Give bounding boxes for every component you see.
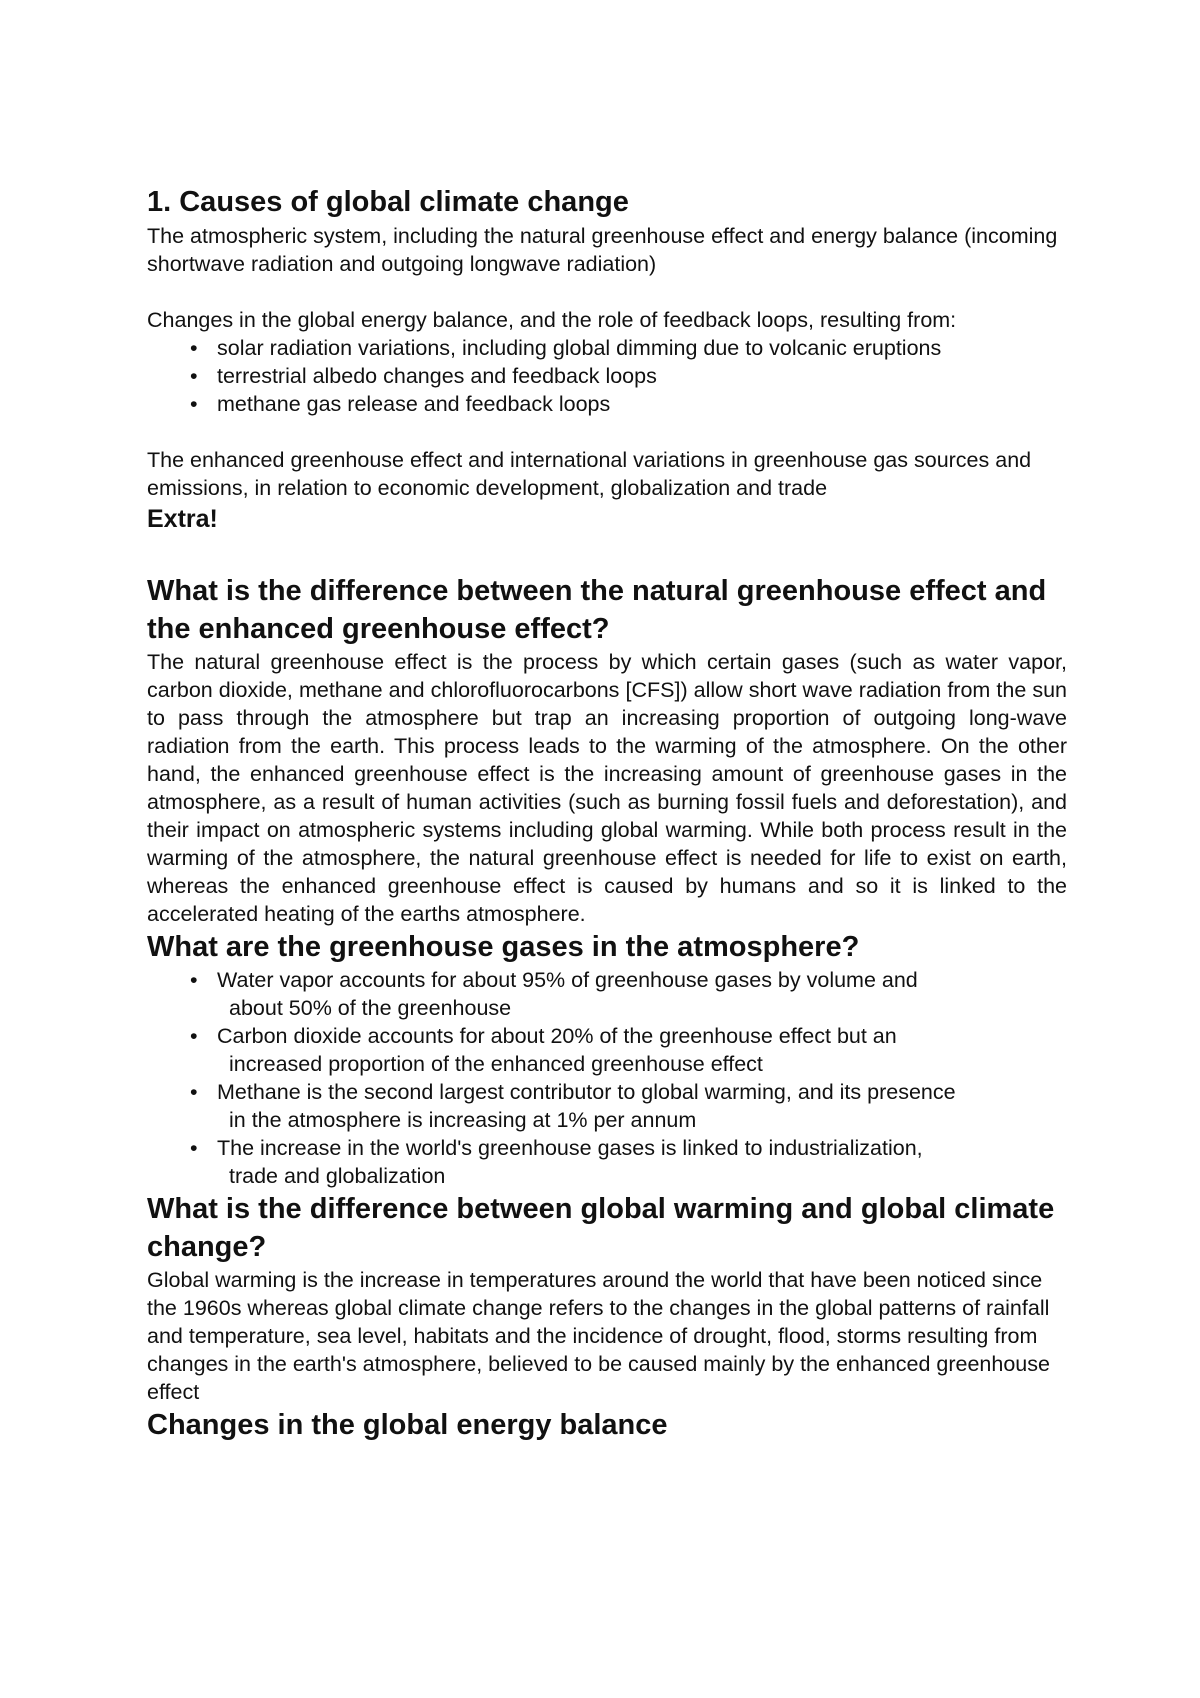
bullet-icon: • [190, 336, 198, 360]
list-item: • methane gas release and feedback loops [190, 392, 611, 416]
causes-list [147, 334, 1067, 418]
bullet-icon: • [190, 392, 198, 416]
question-heading-warming-vs-change: What is the difference between global warming and global climate change? [147, 1193, 1055, 1263]
question-heading-greenhouse-difference: What is the difference between the natural greenhouse effect and the enhanced greenhouse effect? [147, 575, 1047, 645]
intro-paragraph: The atmospheric system, including the natural greenhouse effect and energy balance (incoming shortwave radiation and outgoing longwave radiation) [147, 224, 1058, 276]
section-title-energy-balance: Changes in the global energy balance [147, 1409, 668, 1441]
bullet-icon: • [190, 1136, 198, 1160]
paragraph-gap [147, 278, 1067, 306]
changes-intro-paragraph: Changes in the global energy balance, and the role of feedback loops, resulting from: [147, 308, 957, 332]
extra-label: Extra! [147, 505, 218, 533]
list-item: • The increase in the world's greenhouse gases is linked to industrialization, trade and globalization [190, 1136, 923, 1188]
bullet-icon: • [190, 1080, 198, 1104]
list-item: • terrestrial albedo changes and feedback loops [190, 364, 657, 388]
bullet-icon: • [190, 968, 198, 992]
document-page [147, 182, 1067, 1444]
list-item: • solar radiation variations, including global dimming due to volcanic eruptions [190, 336, 942, 360]
enhanced-effect-paragraph: The enhanced greenhouse effect and international variations in greenhouse gas sources and emissions, in relation to economic development, globalization and trade [147, 448, 1032, 500]
paragraph-gap [147, 536, 1067, 572]
list-item: • Water vapor accounts for about 95% of greenhouse gases by volume and about 50% of the greenhouse [190, 968, 918, 1020]
section-title-causes: 1. Causes of global climate change [147, 186, 629, 218]
list-item: • Methane is the second largest contributor to global warming, and its presence in the atmosphere is increasing at 1% per annum [190, 1080, 956, 1132]
question-heading-greenhouse-gases: What are the greenhouse gases in the atmosphere? [147, 931, 860, 963]
bullet-icon: • [190, 1024, 198, 1048]
greenhouse-difference-answer: The natural greenhouse effect is the process by which certain gases (such as water vapor, carbon dioxide, methane and chlorofluorocarbons [CFS]) allow short wave radiation from the sun to pass through the atmosphere but trap an increasing proportion of outgoing long-wave radiation from the earth. This process leads to the warming of the atmosphere. On the other hand, the enhanced greenhouse effect is the increasing amount of greenhouse gases in the atmosphere, as a result of human activities (such as burning fossil fuels and deforestation), and their impact on atmospheric systems including global warming. While both process result in the warming of the atmosphere, the natural greenhouse effect is needed for life to exist on earth, whereas the enhanced greenhouse effect is caused by humans and so it is linked to the accelerated heating of the earths atmosphere. [147, 650, 1067, 926]
warming-vs-change-answer: Global warming is the increase in temperatures around the world that have been noticed since the 1960s whereas global climate change refers to the changes in the global patterns of rainfall and temperature, sea level, habitats and the incidence of drought, flood, storms resulting from changes in the earth's atmosphere, believed to be caused mainly by the enhanced greenhouse effect [147, 1268, 1050, 1404]
bullet-icon: • [190, 364, 198, 388]
list-item: • Carbon dioxide accounts for about 20% of the greenhouse effect but an increased proportion of the enhanced greenhouse effect [190, 1024, 897, 1076]
greenhouse-gases-list [147, 966, 1067, 1190]
paragraph-gap [147, 418, 1067, 446]
